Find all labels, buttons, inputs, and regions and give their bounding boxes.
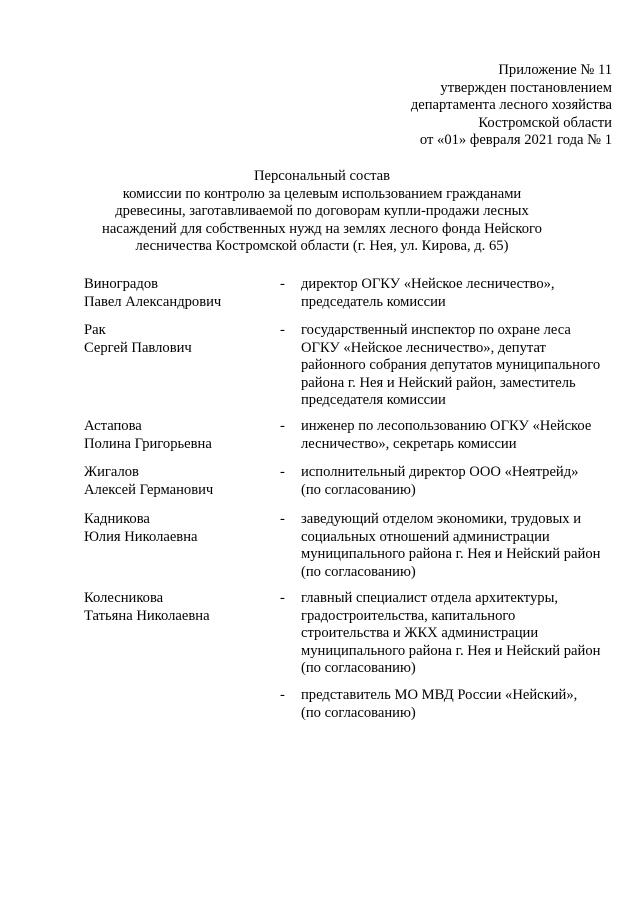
member-surname: Виноградов [84, 276, 159, 292]
member-role-line: лесничество», секретарь комиссии [301, 435, 517, 452]
approval-line: утвержден постановлением [440, 79, 612, 96]
member-role-line: главный специалист отдела архитектуры, [301, 590, 559, 606]
approval-line: Приложение № 11 [498, 62, 612, 78]
member-role [301, 418, 621, 453]
member-surname: Кадникова [84, 511, 150, 527]
member-role [301, 464, 621, 499]
member-name [84, 590, 274, 625]
member-dash: - [280, 511, 285, 527]
member-role [301, 322, 621, 410]
member-role-line: инженер по лесопользованию ОГКУ «Нейское [301, 418, 592, 434]
title-line: комиссии по контролю за целевым использованием гражданами [122, 185, 522, 202]
approval-line: Костромской области [478, 114, 612, 131]
member-role-line: социальных отношений администрации [301, 528, 550, 545]
title-line: лесничества Костромской области (г. Нея, ул. Кирова, д. 65) [135, 238, 509, 255]
title-line: насаждений для собственных нужд на землях лесного фонда Нейского [102, 220, 542, 237]
member-surname: Астапова [84, 418, 142, 434]
member-name [84, 511, 274, 546]
member-role-line: (по согласованию) [301, 660, 416, 677]
member-role-line: районного собрания депутатов муниципального [301, 357, 601, 374]
member-dash: - [280, 276, 285, 292]
member-role-line: (по согласованию) [301, 563, 416, 580]
member-role [301, 276, 621, 311]
title-line: древесины, заготавливаемой по договорам купли-продажи лесных [115, 203, 529, 220]
approval-line: департамента лесного хозяйства [410, 97, 612, 114]
title-line: Персональный состав [253, 168, 391, 184]
member-role-line: государственный инспектор по охране леса [301, 322, 571, 338]
member-name [84, 418, 274, 453]
member-role-line: муниципального района г. Нея и Нейский район [301, 642, 601, 659]
member-role-line: представитель МО МВД России «Нейский», [301, 687, 578, 703]
member-given-name: Сергей Павлович [84, 339, 192, 356]
member-dash: - [280, 464, 285, 480]
member-role-line: (по согласованию) [301, 704, 416, 721]
member-role [301, 511, 621, 581]
member-given-name: Юлия Николаевна [84, 528, 198, 545]
member-role-line: председателя комиссии [301, 392, 446, 409]
member-role-line: исполнительный директор ООО «Неятрейд» [301, 464, 579, 480]
member-role [301, 687, 621, 722]
member-dash: - [280, 418, 285, 434]
document-title [70, 168, 574, 256]
member-given-name: Татьяна Николаевна [84, 607, 210, 624]
member-role-line: района г. Нея и Нейский район, заместитель [301, 374, 576, 391]
member-dash: - [280, 590, 285, 606]
member-name [84, 322, 274, 357]
member-role-line: директор ОГКУ «Нейское лесничество», [301, 276, 555, 292]
approval-block [411, 62, 612, 150]
member-given-name: Алексей Германович [84, 481, 214, 498]
member-role-line: муниципального района г. Нея и Нейский район [301, 546, 601, 563]
member-dash: - [280, 687, 285, 703]
member-name [84, 464, 274, 499]
member-role-line: председатель комиссии [301, 293, 446, 310]
member-role-line: градостроительства, капитального [301, 607, 516, 624]
member-role-line: (по согласованию) [301, 481, 416, 498]
member-given-name: Полина Григорьевна [84, 435, 212, 452]
member-surname: Жигалов [84, 464, 139, 480]
member-role-line: строительства и ЖКХ администрации [301, 625, 539, 642]
member-name [84, 276, 274, 311]
member-role [301, 590, 621, 678]
member-surname: Колесникова [84, 590, 164, 606]
member-role-line: заведующий отделом экономики, трудовых и [301, 511, 582, 527]
member-surname: Рак [84, 322, 106, 338]
approval-line: от «01» февраля 2021 года № 1 [419, 132, 612, 149]
member-role-line: ОГКУ «Нейское лесничество», депутат [301, 339, 546, 356]
member-dash: - [280, 322, 285, 338]
member-given-name: Павел Александрович [84, 293, 222, 310]
